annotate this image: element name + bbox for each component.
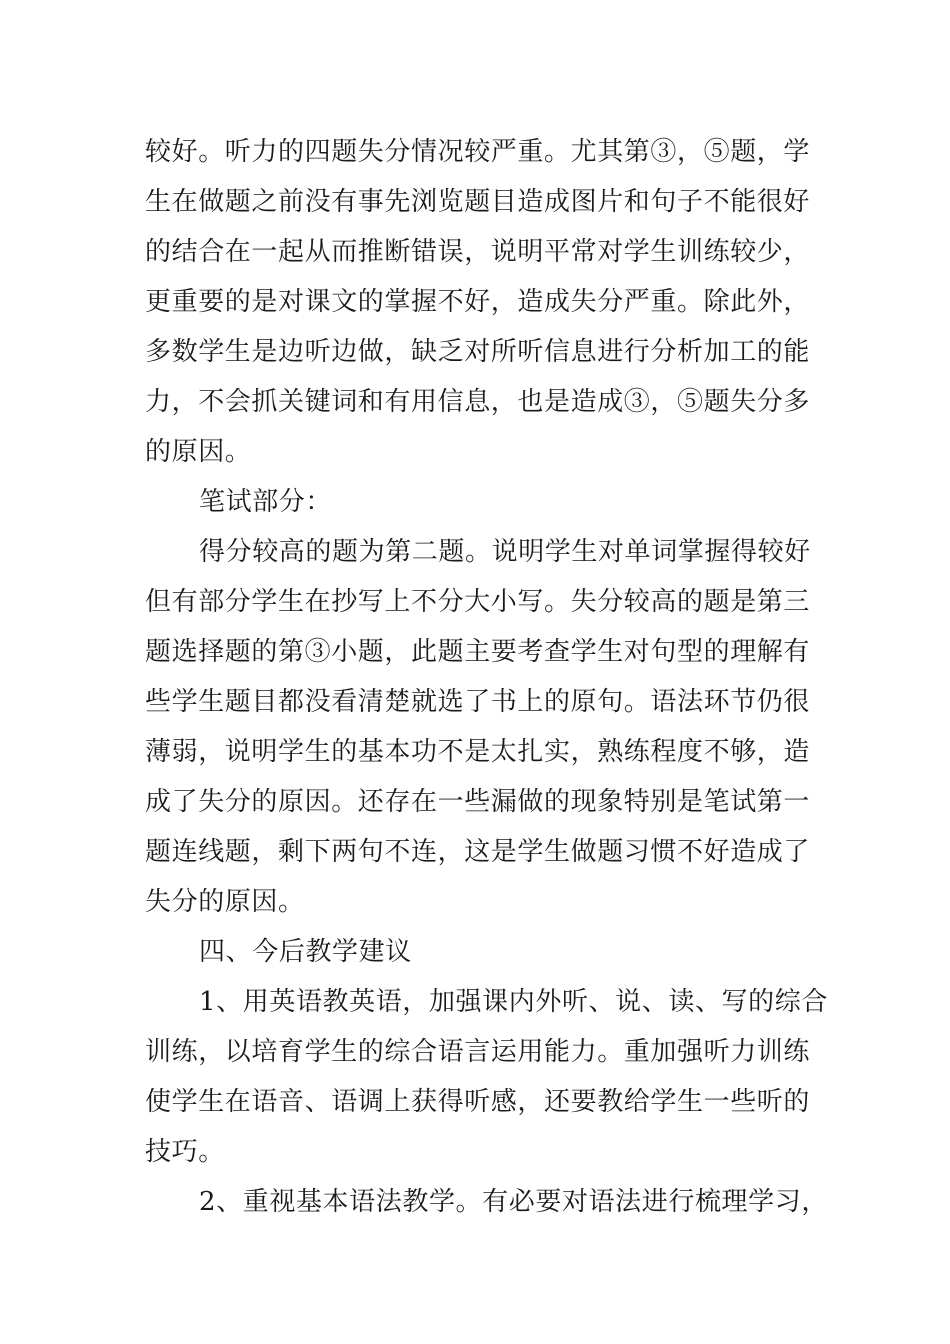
text-line: 失分的原因。 <box>145 887 305 917</box>
text-line: 2、重视基本语法教学。有必要对语法进行梳理学习， <box>199 1187 828 1217</box>
document-body <box>145 127 828 1227</box>
text-line: 得分较高的题为第二题。说明学生对单词掌握得较好 <box>199 537 811 567</box>
text-line: 些学生题目都没看清楚就选了书上的原句。语法环节仍很 <box>145 687 811 717</box>
text-line: 1、用英语教英语，加强课内外听、说、读、写的综合 <box>199 987 828 1017</box>
heading-line: 笔试部分： <box>199 487 333 517</box>
text-line: 生在做题之前没有事先浏览题目造成图片和句子不能很好 <box>145 187 811 217</box>
paragraph-listening-analysis <box>145 127 809 477</box>
text-line: 但有部分学生在抄写上不分大小写。失分较高的题是第三 <box>145 587 811 617</box>
paragraph-written-analysis <box>145 527 809 927</box>
text-line: 较好。听力的四题失分情况较严重。尤其第③，⑤题，学 <box>145 137 811 167</box>
text-line: 训练，以培育学生的综合语言运用能力。重加强听力训练 <box>145 1037 811 1067</box>
heading-line: 四、今后教学建议 <box>199 937 412 967</box>
text-line: 的结合在一起从而推断错误，说明平常对学生训练较少， <box>145 237 811 267</box>
paragraph-suggestion-1 <box>145 977 828 1177</box>
section-heading-suggestions <box>145 927 809 977</box>
text-line: 更重要的是对课文的掌握不好，造成失分严重。除此外， <box>145 287 811 317</box>
text-line: 题选择题的第③小题，此题主要考查学生对句型的理解有 <box>145 637 811 667</box>
paragraph-suggestion-2 <box>145 1177 828 1227</box>
text-line: 题连线题，剩下两句不连，这是学生做题习惯不好造成了 <box>145 837 811 867</box>
text-line: 成了失分的原因。还存在一些漏做的现象特别是笔试第一 <box>145 787 811 817</box>
text-line: 薄弱，说明学生的基本功不是太扎实，熟练程度不够，造 <box>145 737 811 767</box>
text-line: 力，不会抓关键词和有用信息，也是造成③，⑤题失分多 <box>145 387 811 417</box>
section-heading-written <box>145 477 809 527</box>
text-line: 多数学生是边听边做，缺乏对所听信息进行分析加工的能 <box>145 337 811 367</box>
text-line: 的原因。 <box>145 437 252 467</box>
text-line: 使学生在语音、语调上获得听感，还要教给学生一些听的 <box>145 1087 811 1117</box>
text-line: 技巧。 <box>145 1137 225 1167</box>
